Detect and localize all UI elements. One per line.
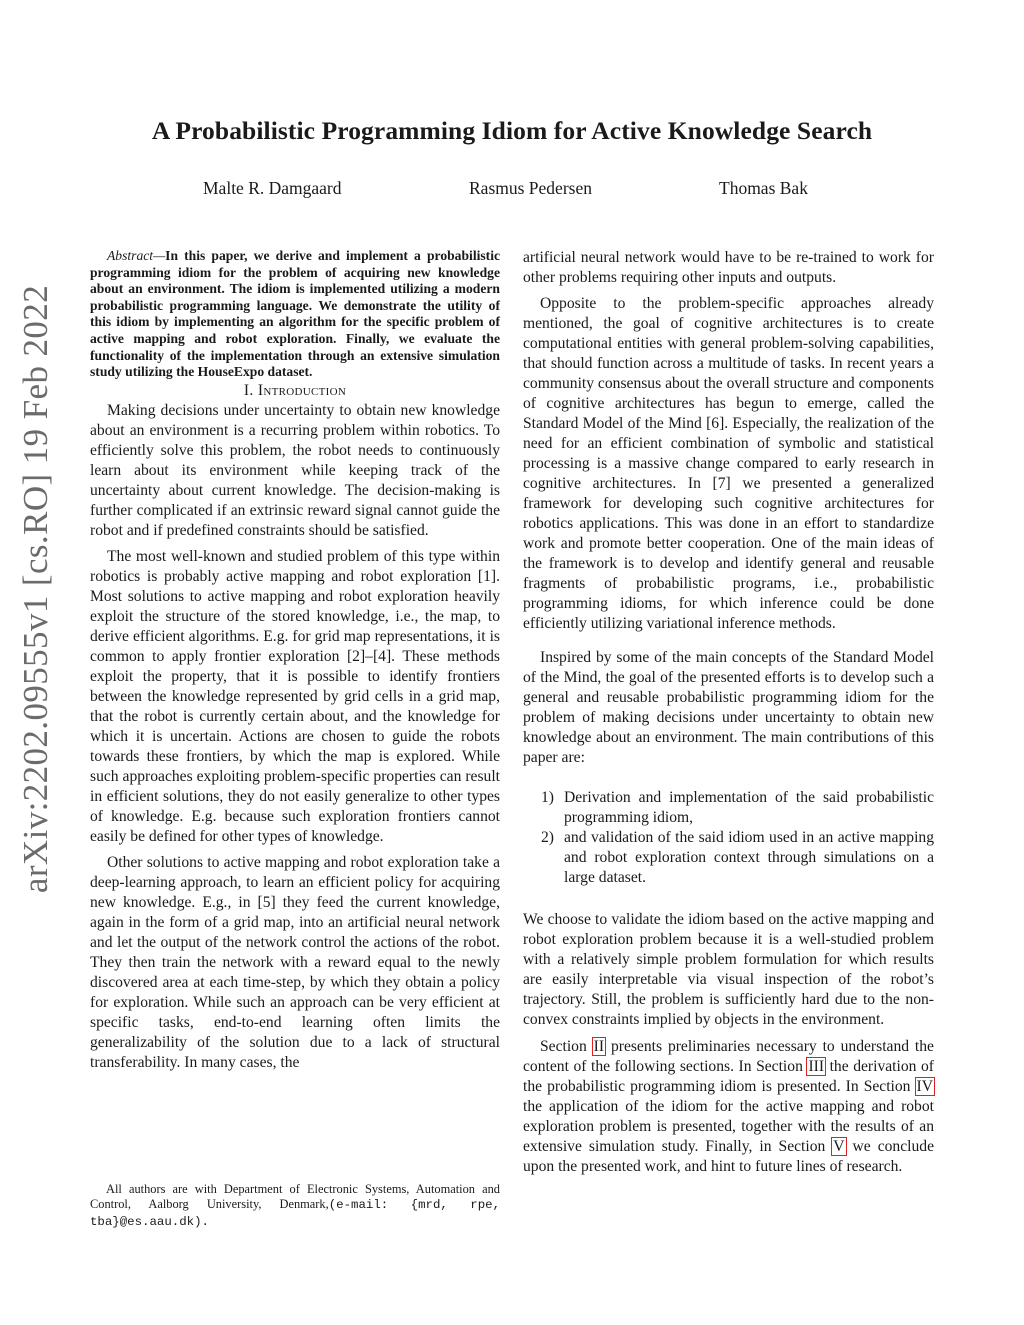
abstract-label: Abstract—: [107, 248, 166, 263]
section-ref-iii-link[interactable]: III: [808, 1058, 825, 1075]
intro-paragraph-4: Opposite to the problem-specific approaches already mentioned, the goal of cognitive architectures is to create computational entities with general problem-solving capabilities, that should function across a multitude of tasks. In recent years a community consensus about the overall structure and components of cognitive architectures has begun to emerge, called the Standard Model of the Mind [6]. Especially, the realization of the need for an efficient combination of symbolic and statistical processing is a massive change compared to early research in cognitive architectures. In [7] we presented a generalized framework for developing such cognitive architectures for robotics applications. This was done in an effort to standardize work and promote better cooperation. One of the main ideas of the framework is to develop and identify general and reusable fragments of probabilistic programs, i.e., probabilistic programming idioms, for which inference could be done efficiently utilizing variational inference methods.: [523, 295, 934, 632]
list-number: 1): [541, 789, 554, 806]
abstract: [90, 248, 500, 381]
author-2: Rasmus Pedersen: [469, 178, 592, 198]
section-title: Introduction: [257, 381, 347, 399]
section-ref-v-link[interactable]: V: [833, 1138, 845, 1155]
list-item: [523, 788, 934, 828]
section-heading-introduction: [90, 381, 500, 401]
list-item: [523, 828, 934, 888]
left-column: [90, 248, 500, 1073]
paper-title: A Probabilistic Programming Idiom for Active Knowledge Search: [151, 116, 873, 145]
section-number: I.: [243, 381, 254, 399]
abstract-text: In this paper, we derive and implement a probabilistic programming idiom for the problem of acquiring new knowledge about an environment. The idiom is implemented utilizing a modern probabilistic programming language. We demonstrate the utility of this idiom by implementing an algorithm for the specific problem of active mapping and robot exploration. Finally, we evaluate the functionality of the implementation through an extensive simulation study utilizing the HouseExpo dataset.: [90, 248, 500, 380]
intro-paragraph-3: Other solutions to active mapping and robot exploration take a deep-learning approach, to learn an efficient policy for acquiring new knowledge. E.g., in [5] they feed the current knowledge, again in the form of a grid map, into an artificial neural network and let the output of the network control the actions of the robot. They then train the network with a reward equal to the newly discovered area at each time-step, by which they obtain a policy for exploration. While such an approach can be very efficient at specific tasks, end-to-end learning often limits the generalizability of the solution due to a lack of structural transferability. In many cases, the: [90, 853, 500, 1071]
list-text: and validation of the said idiom used in an active mapping and robot exploration context through simulations on a large dataset.: [564, 829, 934, 886]
outline-text-5: we conclude upon the presented work, and hint to future lines of research.: [523, 1138, 934, 1175]
author-3: Thomas Bak: [719, 178, 808, 198]
intro-paragraph-3-cont: artificial neural network would have to be re-trained to work for other problems requiring other inputs and outputs.: [523, 249, 934, 286]
list-text: Derivation and implementation of the said probabilistic programming idiom,: [564, 789, 934, 826]
section-ref-ii-link[interactable]: II: [593, 1038, 605, 1055]
footnote: [90, 1182, 500, 1230]
right-column: [523, 248, 934, 1177]
list-number: 2): [541, 829, 554, 846]
intro-paragraph-outline: [523, 1037, 934, 1177]
intro-paragraph-6: We choose to validate the idiom based on the active mapping and robot exploration problem because it is a well-studied problem with a relatively simple problem formulation for which results are easily interpretable via visual inspection of the robot’s trajectory. Still, the problem is sufficiently hard due to the non-convex constraints implied by objects in the environment.: [523, 911, 934, 1028]
intro-paragraph-5: Inspired by some of the main concepts of the Standard Model of the Mind, the goal of the presented efforts is to develop such a general and reusable probabilistic programming idiom for the problem of making decisions under uncertainty to obtain new knowledge about an environment. The main contributions of this paper are:: [523, 649, 934, 766]
footnote-text: All authors are with Department of Electronic Systems, Automation and Control, Aalborg University, Denmark,: [90, 1182, 500, 1212]
footnote-email: (e-mail: {mrd, rpe, tba}@es.aau.dk).: [90, 1198, 500, 1229]
outline-text-3: the derivation of the probabilistic programming idiom is presented. In Section: [523, 1058, 934, 1095]
section-ref-iv-link[interactable]: IV: [916, 1078, 933, 1095]
contribution-list: [523, 788, 934, 888]
outline-text-4: the application of the idiom for the active mapping and robot exploration problem is presented, together with the results of an extensive simulation study. Finally, in Section: [523, 1098, 934, 1155]
outline-text-2: presents preliminaries necessary to understand the content of the following sections. In Section: [523, 1038, 934, 1075]
intro-paragraph-1: Making decisions under uncertainty to obtain new knowledge about an environment is a recurring problem within robotics. To efficiently solve this problem, the robot needs to continuously learn about its environment while keeping track of the uncertainty about current knowledge. The decision-making is further complicated if an extrinsic reward signal cannot guide the robot and if predefined constraints should be satisfied.: [90, 401, 500, 539]
author-1: Malte R. Damgaard: [203, 178, 342, 198]
outline-text-1: Section: [540, 1038, 593, 1055]
intro-paragraph-2: The most well-known and studied problem of this type within robotics is probably active mapping and robot exploration [1]. Most solutions to active mapping and robot exploration heavily exploit the structure of the stored knowledge, i.e., the map, to derive efficient algorithms. E.g. for grid map representations, it is common to apply frontier exploration [2]–[4]. These methods exploit the property, that it is possible to identify frontiers between the knowledge represented by grid cells in a grid map, that the robot is currently certain about, and the knowledge for which it is uncertain. Actions are chosen to guide the robots towards these frontiers, by which the map is explored. While such approaches exploiting problem-specific properties can result in efficient solutions, they do not easily generalize to other types of knowledge. E.g. because such exploration frontiers cannot easily be defined for other types of knowledge.: [90, 547, 500, 845]
arxiv-id: arXiv:2202.09555v1 [cs.RO] 19 Feb 2022: [16, 284, 55, 894]
